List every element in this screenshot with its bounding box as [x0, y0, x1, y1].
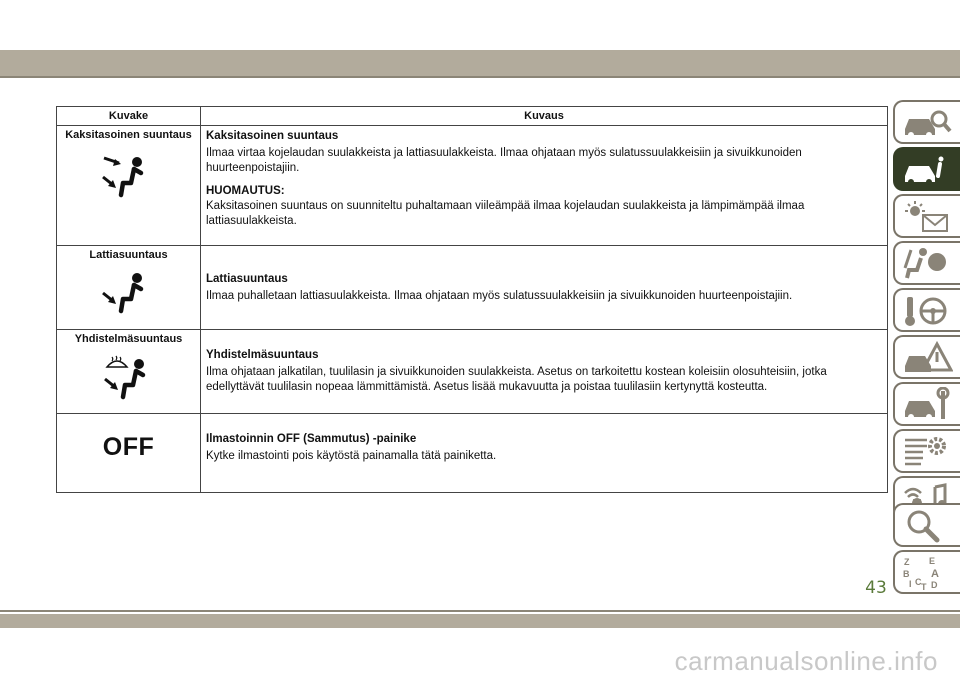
description-text: Ilma ohjataan jalkatilan, tuulilasin ja sivuikkunoiden suulakkeista. Asetus on tarkoitettu kostean koleisiin olosuhteisiin, jotka edellyttävät tuulilasin nopeaa lämmittämistä. Asetus lisää mukavuutta ja poistaa tuulilasiin kertynyttä kosteutta.: [206, 366, 827, 393]
top-header-band: [0, 50, 960, 76]
steering-wheel-key-icon: [901, 293, 953, 329]
chapter-tab-7[interactable]: [893, 382, 960, 426]
car-wrench-icon: [901, 387, 953, 423]
icon-cell: [57, 330, 201, 414]
page-number: 43: [865, 578, 887, 598]
climate-mode-table: [56, 106, 888, 493]
chapter-tab-4[interactable]: [893, 241, 960, 285]
svg-text:D: D: [931, 580, 938, 590]
chapter-tab-5[interactable]: [893, 288, 960, 332]
description-text: Ilmaa puhalletaan lattiasuulakkeista. Ilmaa ohjataan myös sulatussuulakkeisiin ja sivuikkunoiden huurteenpoistajiin.: [206, 290, 793, 302]
spec-list-gear-icon: [901, 434, 953, 470]
svg-text:A: A: [931, 568, 939, 580]
table-header-row: [57, 107, 888, 126]
warning-light-mail-icon: [901, 199, 953, 235]
svg-text:T: T: [921, 582, 927, 591]
icon-name: Yhdistelmäsuuntaus: [74, 333, 183, 345]
icon-name: Lattiasuuntaus: [89, 249, 168, 261]
table-row: [57, 330, 888, 414]
chapter-tab-10[interactable]: [893, 503, 960, 547]
chapter-tab-3[interactable]: [893, 194, 960, 238]
chapter-tab-1[interactable]: [893, 100, 960, 144]
chapter-tab-8[interactable]: [893, 429, 960, 473]
icon-cell: [57, 246, 201, 330]
off-button-icon: OFF: [102, 433, 155, 461]
bottom-rule: [0, 610, 960, 612]
description-title: Lattiasuuntaus: [206, 273, 288, 285]
note-title: HUOMAUTUS:: [206, 185, 285, 197]
description-text: Kytke ilmastointi pois käytöstä painamalla tätä painiketta.: [206, 450, 497, 462]
index-letters-icon: [901, 555, 953, 591]
header-icon-column: Kuvake: [57, 107, 201, 126]
svg-text:E: E: [929, 556, 936, 566]
chapter-tab-11[interactable]: [893, 550, 960, 594]
airbag-seat-icon: [901, 246, 953, 282]
description-cell: [201, 414, 888, 493]
note-text: Kaksitasoinen suuntaus on suunniteltu puhaltamaan viileämpää ilmaa kojelaudan suulakkeista ja lämpimämpää ilmaa lattiasuulakkeista.: [206, 200, 805, 227]
icon-name: Kaksitasoinen suuntaus: [65, 129, 192, 141]
table-row: [57, 414, 888, 493]
svg-text:B: B: [903, 569, 910, 579]
chapter-tab-6[interactable]: [893, 335, 960, 379]
car-info-icon: [901, 152, 953, 188]
car-hazard-triangle-icon: [901, 340, 953, 376]
top-header-rule: [0, 76, 960, 78]
description-cell: [201, 126, 888, 246]
header-description-column: Kuvaus: [201, 107, 888, 126]
svg-text:Z: Z: [904, 557, 910, 567]
icon-cell: [57, 126, 201, 246]
svg-text:C: C: [915, 577, 922, 587]
description-text: Ilmaa virtaa kojelaudan suulakkeista ja lattiasuulakkeista. Ilmaa ohjataan myös sulatussuulakkeisiin ja sivuikkunoiden huurteenpoistajiin.: [206, 147, 802, 174]
mix-airflow-icon: [101, 353, 157, 405]
watermark: carmanualsonline.info: [674, 646, 938, 676]
icon-cell: [57, 414, 201, 493]
floor-airflow-icon: [101, 271, 157, 319]
table-row: [57, 246, 888, 330]
bottom-band: [0, 614, 960, 628]
description-cell: [201, 246, 888, 330]
bilevel-airflow-icon: [101, 155, 157, 203]
svg-text:I: I: [909, 579, 912, 589]
description-title: Yhdistelmäsuuntaus: [206, 349, 319, 361]
chapter-tab-2[interactable]: [893, 147, 960, 191]
magnifier-icon: [901, 508, 953, 544]
description-title: Kaksitasoinen suuntaus: [206, 130, 339, 142]
description-cell: [201, 330, 888, 414]
car-magnifier-icon: [901, 105, 953, 141]
table-row: [57, 126, 888, 246]
description-title: Ilmastoinnin OFF (Sammutus) -painike: [206, 433, 417, 445]
